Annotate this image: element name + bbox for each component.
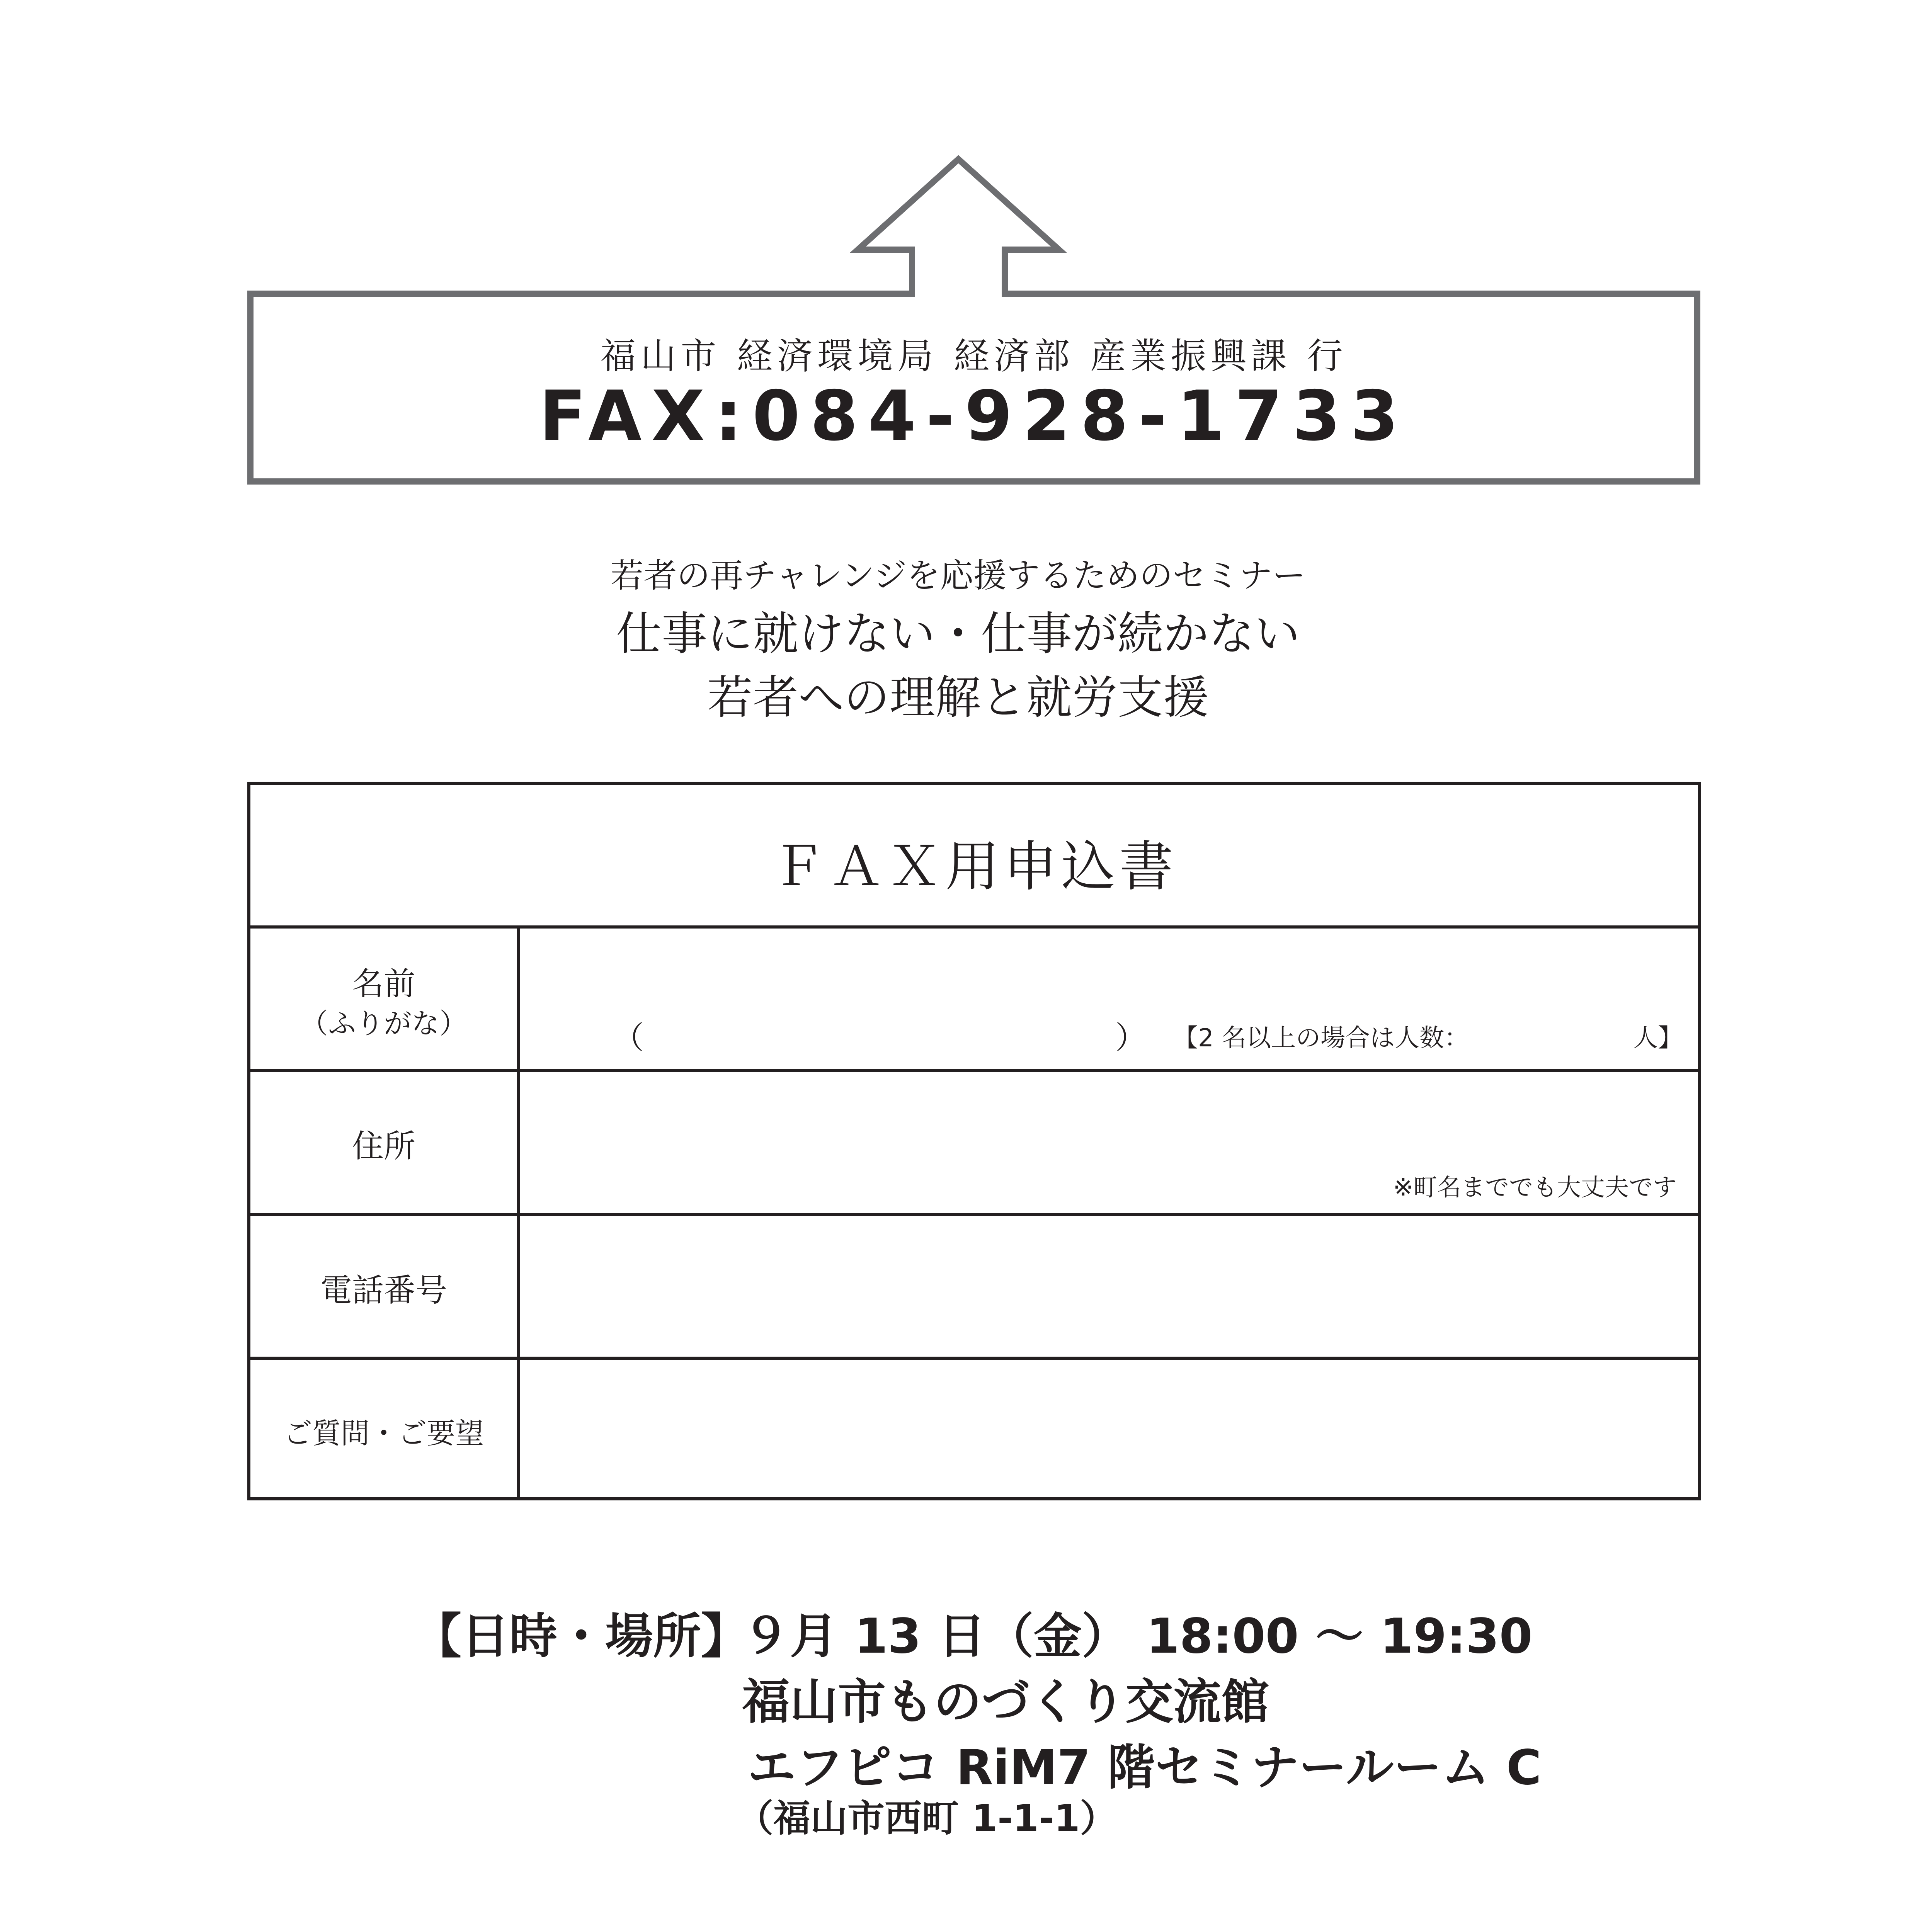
up-arrow-icon [850,155,1067,301]
furigana-label: （ふりがな） [300,1007,467,1040]
questions-label: ご質問・ご要望 [284,1417,484,1450]
application-form [247,782,1701,1500]
headcount-suffix: 人】 [1633,1024,1683,1053]
furigana-open-paren: （ [613,1020,644,1056]
seminar-title-line2: 若者への理解と就労支援 [707,671,1209,724]
row-divider [250,1069,1698,1072]
event-room: エフピコ RiM7 階セミナールーム C [748,1740,1542,1796]
fax-recipient: 福山市 経済環境局 経済部 産業振興課 行 [600,335,1348,377]
event-venue: 福山市ものづくり交流館 [742,1674,1269,1730]
row-divider [250,1357,1698,1360]
arrow-joint [915,291,1002,297]
address-note: ※町名まででも大丈夫です [1393,1173,1677,1201]
row-divider [250,925,1698,929]
fax-destination-box [247,291,1700,485]
event-label: 【日時・場所】 [413,1609,749,1664]
form-title: ＦＡＸ用申込書 [771,835,1177,898]
name-field[interactable] [520,929,1698,1069]
event-address: （福山市西町 1-1-1） [736,1797,1117,1840]
address-field[interactable] [520,1072,1698,1213]
furigana-close-paren: ） [1115,1020,1146,1056]
address-label: 住所 [352,1128,415,1165]
phone-label: 電話番号 [320,1272,447,1309]
headcount-note: 【2 名以上の場合は人数： [1173,1024,1469,1053]
phone-field[interactable] [520,1216,1698,1357]
event-date: ９月 13 日（金） 18:00 ～ 19:30 [742,1609,1533,1664]
fax-number: FAX:084-928-1733 [539,376,1409,456]
name-label: 名前 [352,966,415,1002]
row-divider [250,1213,1698,1216]
seminar-subtitle: 若者の再チャレンジを応援するためのセミナー [610,556,1306,595]
seminar-title-line1: 仕事に就けない・仕事が続かない [616,607,1300,660]
column-divider [517,925,520,1497]
questions-field[interactable] [520,1360,1698,1500]
